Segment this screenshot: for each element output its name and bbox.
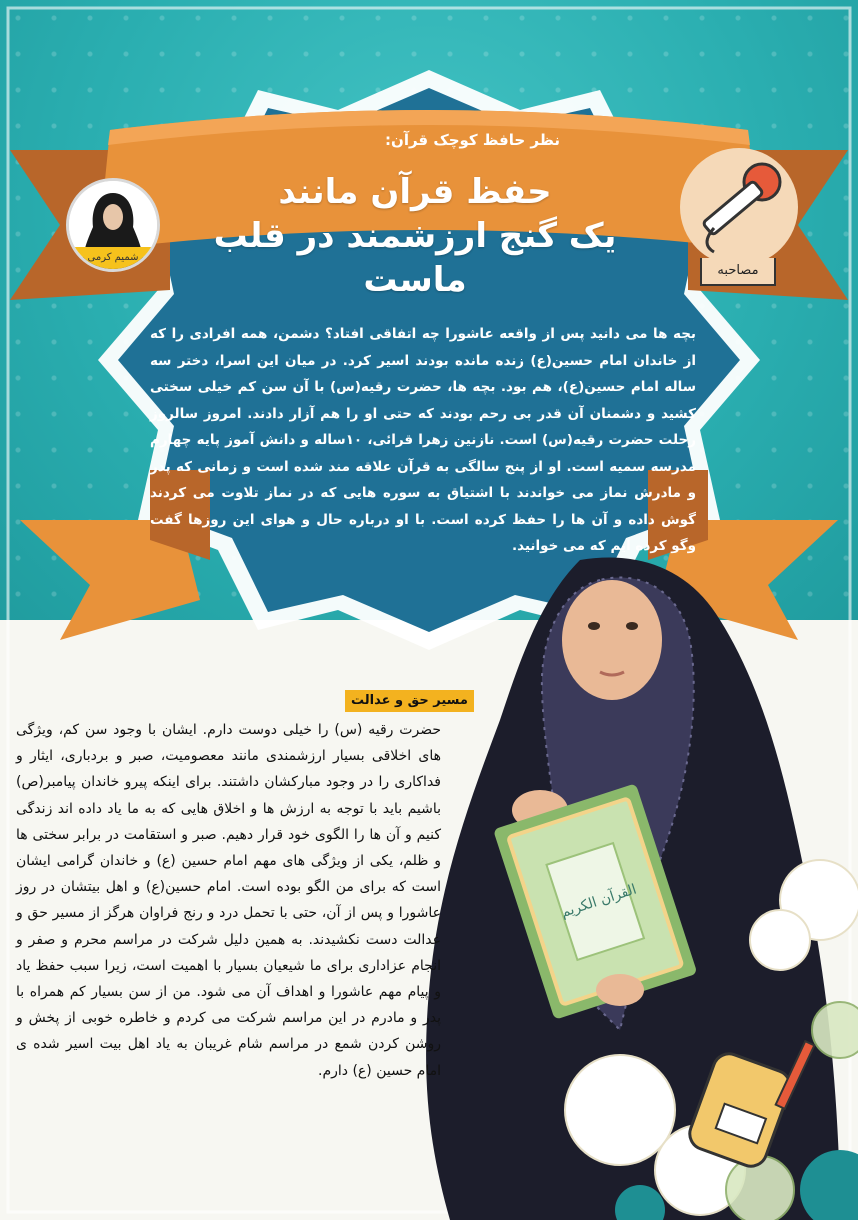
- book-title: القرآن الکریم: [559, 881, 639, 921]
- intro-paragraph: بچه ها می دانید پس از واقعه عاشورا چه اتفاقی افتاد؟ دشمن، همه افرادی را که از خاندان امام حسین(ع) زنده مانده بودند اسیر کرد. در میان این اسرا، دختر سه ساله امام حسین(ع)، هم بود. بچه ها، حضرت رقیه(س) با آن سن کم خیلی سختی کشید و دشمنان آن قدر بی رحم بودند که حتی او را هم آزار دادند. امروز سالروز رحلت حضرت رقیه(س) است. نازنین زهرا قرائی، ۱۰ساله و دانش آموز پایه چهارم مدرسه سمیه است. او از پنج سالگی به قرآن علاقه مند شده است و زمانی که پدر و مادرش نماز می خواندند با اشتیاق به سوره هایی که در نماز تلاوت می کردند گوش داده و آن ها را حفظ کرده است. با او درباره حال و هوای این روزها گفت وگو کرده ایم که می خوانید.: [150, 326, 696, 554]
- section-body: حضرت رقیه (س) را خیلی دوست دارم. ایشان با وجود سن کم، ویژگی های اخلاقی بسیار ارزشمندی مانند معصومیت، صبر و بردباری، ایثار و فداکاری را در وجود مبارکشان داشتند. برای اینکه پیرو خاندان پیامبر(ص) باشیم باید با توجه به ارزش ها و اخلاق هایی که به ما یاد داده اند زندگی کنیم و آن ها را الگوی خود قرار دهیم. صبر و استقامت در برابر سختی ها و ظلم، یکی از ویژگی های مهم امام حسین (ع) و خاندان گرامی ایشان است که برای من الگو بوده است. امام حسین(ع) و اهل بیتشان در روز عاشورا و پس از آن، حتی با تحمل درد و رنج فراوان هرگز از مسیر حق و عدالت دست نکشیدند. به همین دلیل شرکت در مراسم محرم و صفر و انجام عزاداری برای ما شیعیان بسیار با اهمیت است، زیرا سبب حفظ یاد و پیام مهم عاشورا و اهداف آن می شود. من از سن بسیار کم همراه با پدر و مادرم در این مراسم شرکت می کردم و خاطره خوبی از پخش و روشن کردن شمع در مراسم شام غریبان به یاد اهل بیت اسیر شده ی امام حسین (ع) دارم.: [16, 722, 441, 1079]
- category-label: مصاحبه: [700, 258, 776, 286]
- section-heading: مسیر حق و عدالت: [345, 690, 474, 712]
- title-line-1: حفظ قرآن مانند: [278, 172, 552, 212]
- author-name: شمیم کرمی: [69, 247, 157, 269]
- kicker: نظر حافظ کوچک قرآن:: [385, 131, 560, 149]
- title-line-2: یک گنج ارزشمند در قلب ماست: [213, 216, 617, 300]
